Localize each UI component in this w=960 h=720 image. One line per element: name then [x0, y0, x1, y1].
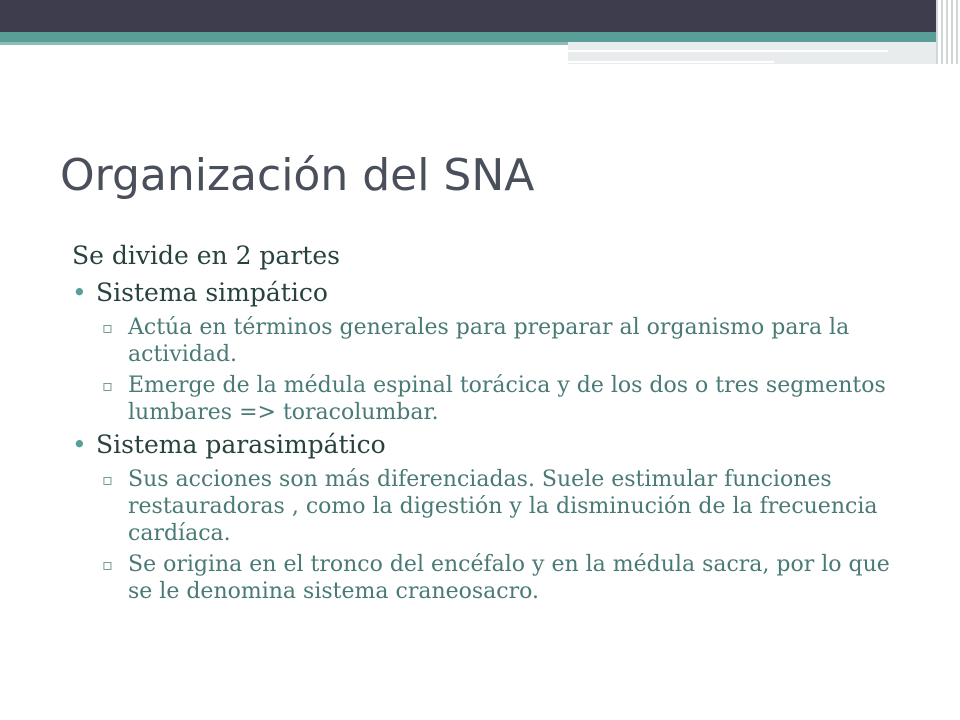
- list-item-text: Emerge de la médula espinal torácica y de los dos o tres segmentos lumbares => toracolumbar.: [128, 373, 886, 425]
- section-heading: Sistema simpático: [96, 278, 328, 307]
- square-bullet-icon: ▫: [102, 470, 113, 489]
- square-bullet-icon: ▫: [102, 555, 113, 574]
- section-sympathetic: [72, 276, 912, 310]
- decorative-stripes: [936, 0, 960, 64]
- teal-band: [0, 32, 960, 42]
- square-bullet-icon: ▫: [102, 318, 113, 337]
- list-item: [72, 551, 912, 605]
- slide-title: Organización del SNA: [60, 150, 535, 201]
- list-item: [72, 314, 912, 368]
- intro-text: Se divide en 2 partes: [72, 241, 340, 270]
- list-item-text: Sus acciones son más diferenciadas. Suele estimular funciones restauradoras , como la digestión y la disminución de la frecuencia cardíaca.: [128, 467, 878, 546]
- square-bullet-icon: ▫: [102, 376, 113, 395]
- accent-line: [568, 50, 888, 52]
- bullet-icon: •: [72, 430, 87, 459]
- list-item-text: Actúa en términos generales para preparar al organismo para la actividad.: [128, 315, 850, 367]
- list-item: [72, 466, 912, 547]
- top-bar: [0, 0, 960, 32]
- section-heading: Sistema parasimpático: [96, 430, 386, 459]
- accent-line: [0, 42, 568, 45]
- accent-line: [568, 61, 774, 63]
- list-item: [72, 372, 912, 426]
- list-item-text: Se origina en el tronco del encéfalo y en la médula sacra, por lo que se le denomina sistema craneosacro.: [128, 552, 890, 604]
- bullet-icon: •: [72, 278, 87, 307]
- slide-content: [72, 238, 912, 605]
- section-parasympathetic: [72, 428, 912, 462]
